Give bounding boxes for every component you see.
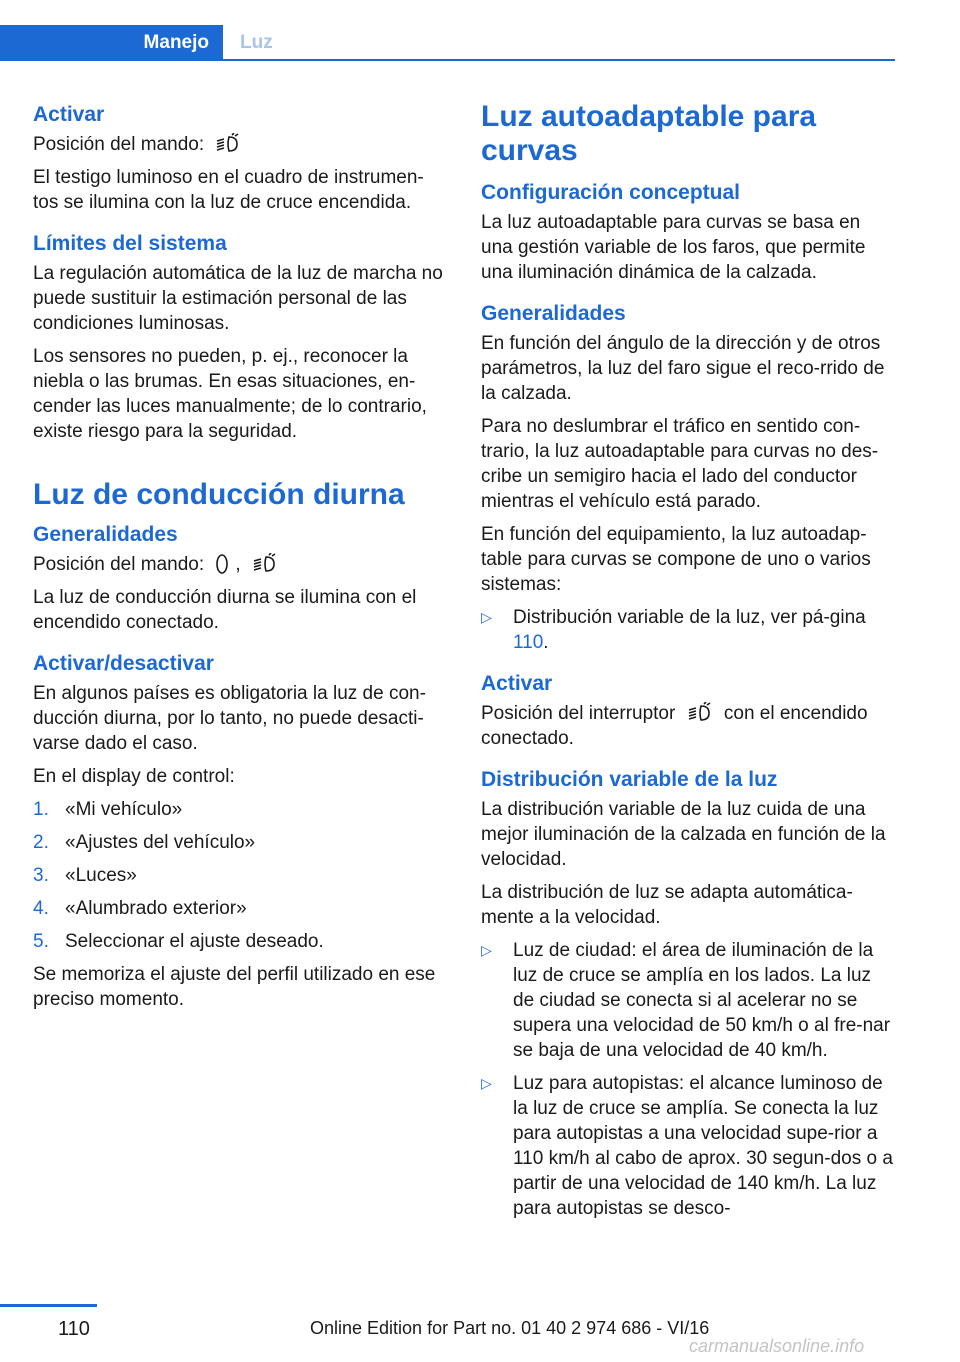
list-item: ▷ Luz para autopistas: el alcance luminoso de la luz de cruce se amplía. Se conecta la luz para autopistas a una velocidad supe-rior a 110 km/h al cabo de aprox. 30 segun-dos o a partir de una velocidad de 140 km/h. La luz para autopistas se desco- xyxy=(481,1073,893,1219)
systems-list xyxy=(481,605,895,655)
right-column xyxy=(481,100,895,1229)
list-item: 3. «Luces» xyxy=(33,865,137,886)
generalidades-position: Posición del mando: , xyxy=(33,552,447,577)
limites-paragraph-1: La regulación automática de la luz de marcha no puede sustituir la estimación personal de las condiciones luminosas. xyxy=(33,263,443,334)
list-item: 1. «Mi vehículo» xyxy=(33,799,183,820)
dist-list xyxy=(481,938,895,1221)
memo-text: Se memoriza el ajuste del perfil utilizado en ese preciso momento. xyxy=(33,964,436,1010)
activar-text: El testigo luminoso en el cuadro de instrumen-tos se ilumina con la luz de cruce encendida. xyxy=(33,167,424,213)
generalidades-right-heading: Generalidades xyxy=(481,302,626,325)
diurna-heading: Luz de conducción diurna xyxy=(33,478,405,511)
bullet-triangle-icon: ▷ xyxy=(481,942,492,958)
list-item: 2. «Ajustes del vehículo» xyxy=(33,832,256,853)
list-item: 5. Seleccionar el ajuste deseado. xyxy=(33,931,324,952)
distribucion-heading: Distribución variable de la luz xyxy=(481,768,778,791)
tab-luz[interactable]: Luz xyxy=(240,32,273,53)
activar-desactivar-paragraph-2: En el display de control: xyxy=(33,766,235,787)
footer-rule xyxy=(0,1304,97,1307)
watermark: carmanualsonline.info xyxy=(689,1336,865,1356)
bullet-triangle-icon: ▷ xyxy=(481,1075,492,1091)
limites-paragraph-2: Los sensores no pueden, p. ej., reconocer la niebla o las brumas. En esas situaciones, en-cender las luces manualmente; de lo contrario, existe riesgo para la seguridad. xyxy=(33,346,427,442)
limites-heading: Límites del sistema xyxy=(33,232,227,255)
auto-headlight-icon xyxy=(215,133,241,155)
header-rule xyxy=(0,59,895,61)
auto-headlight-icon xyxy=(252,553,278,575)
header-bar xyxy=(0,25,895,61)
list-item: ▷ Distribución variable de la luz, ver pá-gina 110. xyxy=(481,607,866,653)
tab-manejo[interactable]: Manejo xyxy=(0,25,223,61)
dist-paragraph-2: La distribución de luz se adapta automática-mente a la velocidad. xyxy=(481,882,853,928)
list-item: ▷ Luz de ciudad: el área de iluminación de la luz de cruce se amplía en los lados. La luz de ciudad se conecta si al acelerar no se supera una velocidad de 50 km/h o al fre-nar se baja de una velocidad de 40 km/h. xyxy=(481,940,891,1061)
left-column xyxy=(33,100,447,1020)
steps-list xyxy=(33,797,447,954)
generalidades-text: La luz de conducción diurna se ilumina con el encendido conectado. xyxy=(33,587,417,633)
activar-right-heading: Activar xyxy=(481,672,553,695)
bullet-triangle-icon: ▷ xyxy=(481,609,492,625)
auto-headlight-icon xyxy=(687,702,713,724)
gen-paragraph-1: En función del ángulo de la dirección y de otros parámetros, la luz del faro sigue el reco-rrido de la calzada. xyxy=(481,333,885,404)
activar-desactivar-paragraph-1: En algunos países es obligatoria la luz de con-ducción diurna, por lo tanto, no puede desacti-varse dado el caso. xyxy=(33,683,426,754)
gen-paragraph-3: En función del equipamiento, la luz autoadap-table para curvas se compone de uno o varios sistemas: xyxy=(481,524,871,595)
activar-desactivar-heading: Activar/desactivar xyxy=(33,652,214,675)
edition-text: Online Edition for Part no. 01 40 2 974 686 - VI/16 xyxy=(310,1318,710,1338)
config-heading: Configuración conceptual xyxy=(481,181,741,204)
activar-right-text: Posición del interruptor con el encendido conectado. xyxy=(481,703,868,749)
config-text: La luz autoadaptable para curvas se basa en una gestión variable de los faros, que permite una iluminación dinámica de la calzada. xyxy=(481,212,866,283)
page-link[interactable]: 110 xyxy=(513,632,544,653)
list-item: 4. «Alumbrado exterior» xyxy=(33,898,247,919)
curvas-heading: Luz autoadaptable para curvas xyxy=(481,100,817,167)
generalidades-heading: Generalidades xyxy=(33,523,178,546)
off-position-icon xyxy=(215,553,229,575)
gen-paragraph-2: Para no deslumbrar el tráfico en sentido con-trario, la luz autoadaptable para curvas no des-cribe un semigiro hacia el lado del conductor mientras el vehículo está parado. xyxy=(481,416,879,512)
page-number: 110 xyxy=(58,1318,90,1340)
dist-paragraph-1: La distribución variable de la luz cuida de una mejor iluminación de la calzada en función de la velocidad. xyxy=(481,799,886,870)
activar-position: Posición del mando: xyxy=(33,132,447,157)
activar-heading: Activar xyxy=(33,103,105,126)
